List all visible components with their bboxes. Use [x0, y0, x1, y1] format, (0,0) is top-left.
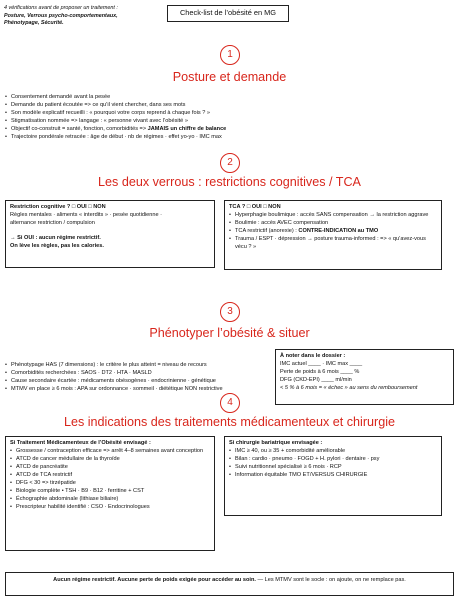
note-line: Perte de poids à 6 mois ____ %: [280, 368, 360, 375]
tmo-list: [10, 448, 210, 512]
restriction-conclusion: → Si OUI : aucun régime restrictif.: [10, 234, 101, 241]
list-item: • Trajectoire pondérale retracée : âge de début · nb de régimes · effet yo-yo · IMC max: [5, 134, 455, 142]
list-item: • Stigmatisation nommée => langage : « personne vivant avec l’obésité »: [5, 118, 455, 126]
footer-note: [5, 572, 454, 596]
note-heading: À noter dans le dossier :: [280, 353, 346, 359]
list-item: • ATCD de cancer médullaire de la thyroïde: [10, 456, 210, 464]
note-line: DFG (CKD-EPI) ____ ml/min: [280, 376, 352, 383]
dossier-note-box: [275, 349, 454, 405]
list-item: • Information équitable TMO ET/VERSUS CHIRURGIE: [229, 472, 437, 480]
section-4-title: Les indications des traitements médicamenteux et chirurgie: [63, 415, 396, 429]
list-item: • Biologie complète • TSH · B9 · B12 · ferritine + CST: [10, 488, 210, 496]
list-item: • Bilan : cardio · pneumo · FOGD + H. pylori · dentaire · psy: [229, 456, 437, 464]
list-item: • Trauma / ESPT · dépression → posture trauma-informed : => « qu’avez-vous vécu ? »: [229, 236, 437, 252]
chirurgie-heading: Si chirurgie bariatrique envisagée :: [229, 440, 323, 446]
list-item-bold: JAMAIS un chiffre de balance: [147, 125, 227, 132]
list-item: • Boulimie : accès AVEC compensation: [229, 220, 437, 228]
section-1-title: Posture et demande: [172, 70, 287, 84]
list-item: • Suivi nutritionnel spécialisé ≥ 6 mois · RCP: [229, 464, 437, 472]
chirurgie-list: [229, 448, 437, 480]
tca-box: [224, 200, 442, 270]
list-item: • Demande du patient écoutée => ce qu’il vient chercher, dans ses mots: [5, 102, 455, 110]
section-3-number: 3: [220, 302, 240, 322]
restriction-line: Règles mentales · aliments « interdits » · pesée quotidienne ·: [10, 211, 163, 218]
chirurgie-box: [224, 436, 442, 516]
list-item: • ATCD de pancréatite: [10, 464, 210, 472]
list-item: • Échographie abdominale (lithiase biliaire): [10, 496, 210, 504]
list-item: • Phénotypage HAS (7 dimensions) : le critère le plus atteint = niveau de recours: [5, 362, 267, 370]
intro-text: [4, 5, 154, 28]
note-line: < 5 % à 6 mois = « échec » au sens du remboursement: [280, 384, 418, 391]
page-title: Check-list de l’obésité en MG: [167, 5, 289, 22]
footer-text: — Les MTMV sont le socle : on ajoute, on ne remplace pas.: [255, 577, 406, 583]
section-1-number: 1: [220, 45, 240, 65]
tca-list: [229, 212, 437, 252]
list-item: [5, 126, 455, 134]
section-4-number: 4: [220, 393, 240, 413]
section-3-list: [5, 362, 267, 394]
list-item: • Prescripteur habilité identifié : CSO · Endocrinologues: [10, 504, 210, 512]
list-item: [229, 228, 437, 236]
list-item: • MTMV en place ≥ 6 mois : APA sur ordonnance · sommeil · diététique NON restrictive: [5, 386, 267, 394]
intro-lead: 4 vérifications avant de proposer un traitement :: [4, 5, 118, 11]
restriction-conclusion: On lève les règles, pas les calories.: [10, 242, 104, 249]
list-item: • Cause secondaire écartée : médicaments obésogènes · endocrinienne · génétique: [5, 378, 267, 386]
list-item: • ATCD de TCA restrictif: [10, 472, 210, 480]
section-3-title: Phénotyper l’obésité & situer: [149, 326, 310, 340]
list-item-text: TCA restrictif (anorexie) :: [235, 227, 299, 234]
list-item-text: Objectif co-construit = santé, fonction, comorbidités =>: [11, 125, 148, 132]
list-item: • Son modèle explicatif recueilli : « pourquoi votre corps reprend à chaque fois ? »: [5, 110, 455, 118]
list-item: • Hyperphagie boulimique : accès SANS compensation → la restriction aggrave: [229, 212, 437, 220]
list-item: • Grossesse / contraception efficace => arrêt 4–8 semaines avant conception: [10, 448, 210, 456]
list-item: • Comorbidités recherchées : SAOS · DT2 · HTA · MASLD: [5, 370, 267, 378]
section-2-number: 2: [220, 153, 240, 173]
list-item: • Consentement demandé avant la pesée: [5, 94, 455, 102]
list-item-bold: CONTRE-INDICATION au TMO: [298, 227, 379, 234]
section-2-title: Les deux verrous : restrictions cognitives / TCA: [98, 175, 361, 189]
section-1-list: [5, 94, 455, 142]
tmo-box: [5, 436, 215, 551]
intro-items: Posture, Verrous psycho-comportementaux, Phénotypage, Sécurité.: [4, 12, 118, 27]
restriction-line: alternance restriction / compulsion: [10, 219, 95, 226]
tmo-heading: Si Traitement Médicamenteux de l’Obésité envisagé :: [10, 440, 151, 446]
list-item: • DFG < 30 => tirzépatide: [10, 480, 210, 488]
list-item: • IMC ≥ 40, ou ≥ 35 + comorbidité améliorable: [229, 448, 437, 456]
restriction-heading: Restriction cognitive ? □ OUI □ NON: [10, 204, 106, 210]
footer-bold: Aucun régime restrictif. Aucune perte de poids exigée pour accéder au soin.: [53, 577, 256, 583]
tca-heading: TCA ? □ OUI □ NON: [229, 204, 281, 210]
restriction-box: [5, 200, 215, 268]
note-line: IMC actuel ____ · IMC max ____: [280, 360, 363, 367]
